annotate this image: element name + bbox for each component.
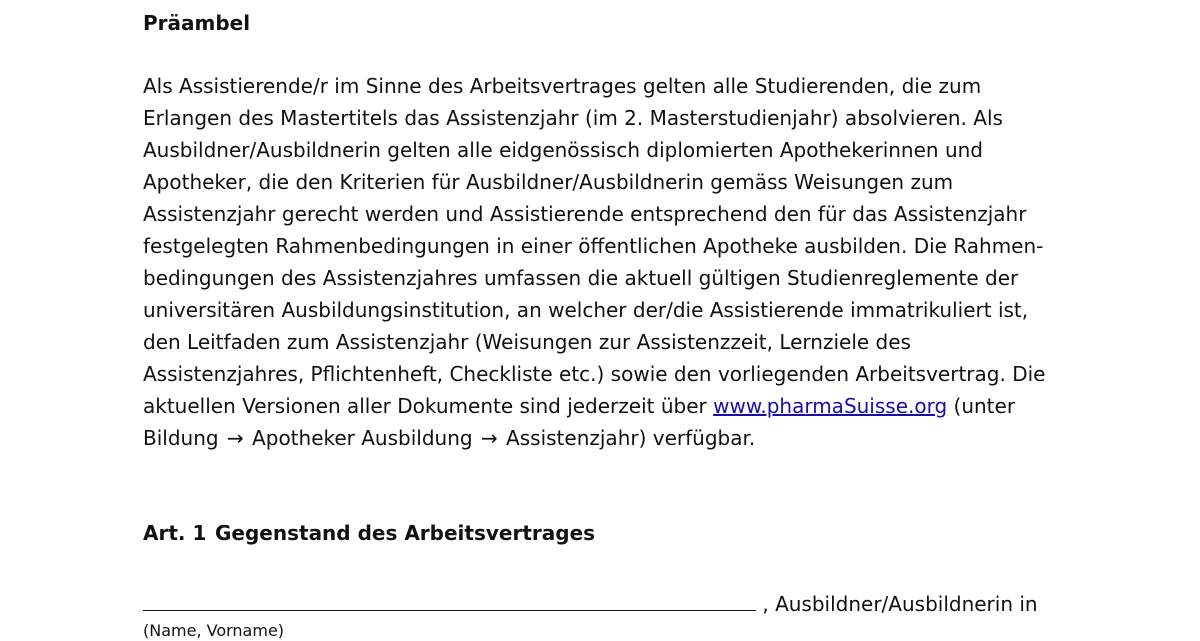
pharmasuisse-link[interactable]: www.pharmaSuisse.org — [713, 394, 948, 418]
text-segment: Assistenzjahr) verfügbar. — [499, 426, 756, 450]
name-blank-field[interactable] — [143, 590, 756, 611]
article-1-heading — [143, 520, 595, 546]
signature-caption: (Name, Vorname) — [143, 621, 285, 640]
arrow-right-icon: → — [226, 426, 244, 450]
preamble-heading: Präambel — [143, 11, 251, 35]
signature-field-row — [143, 590, 1038, 618]
paragraph-line: den Leitfaden zum Assistenzjahr (Weisungen zur Assistenzzeit, Lernziele des — [143, 330, 911, 354]
text-segment: Apotheker Ausbildung — [245, 426, 479, 450]
article-number: Art. 1 — [143, 521, 207, 545]
signature-role-label: , Ausbildner/Ausbildnerin in — [756, 592, 1038, 616]
paragraph-line — [143, 422, 1073, 454]
paragraph-line: Assistenzjahres, Pflichtenheft, Checkliste etc.) sowie den vorliegenden Arbeitsvertrag. Die — [143, 362, 1046, 386]
article-title: Gegenstand des Arbeitsvertrages — [215, 521, 596, 545]
preamble-paragraph — [143, 70, 1073, 454]
paragraph-line: Apotheker, die den Kriterien für Ausbildner/Ausbildnerin gemäss Weisungen zum — [143, 170, 954, 194]
paragraph-line: festgelegten Rahmenbedingungen in einer öffentlichen Apotheke ausbilden. Die Rahmen- — [143, 234, 1044, 258]
text-segment: (unter — [947, 394, 1016, 418]
paragraph-line: universitären Ausbildungsinstitution, an welcher der/die Assistierende immatrikuliert ist, — [143, 298, 1029, 322]
paragraph-line — [143, 390, 1073, 422]
paragraph-line: Als Assistierende/r im Sinne des Arbeitsvertrages gelten alle Studierenden, die zum — [143, 74, 982, 98]
paragraph-line: Ausbildner/Ausbildnerin gelten alle eidgenössisch diplomierten Apothekerinnen und — [143, 138, 983, 162]
paragraph-line: Erlangen des Mastertitels das Assistenzjahr (im 2. Masterstudienjahr) absolvieren. Als — [143, 106, 1003, 130]
text-segment: Bildung — [143, 426, 225, 450]
arrow-right-icon: → — [480, 426, 498, 450]
paragraph-line: bedingungen des Assistenzjahres umfassen die aktuell gültigen Studienreglemente der — [143, 266, 1019, 290]
paragraph-line: Assistenzjahr gerecht werden und Assistierende entsprechend den für das Assistenzjahr — [143, 202, 1027, 226]
text-segment: aktuellen Versionen aller Dokumente sind jederzeit über — [143, 394, 714, 418]
